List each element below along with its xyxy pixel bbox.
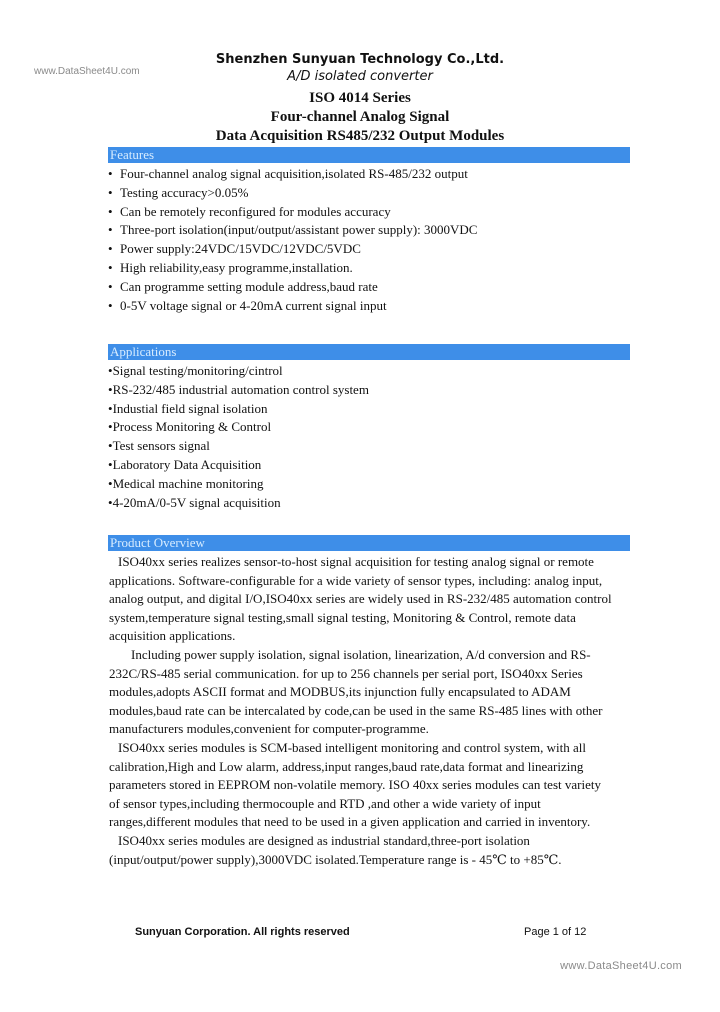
- footer-copyright: Sunyuan Corporation. All rights reserved: [135, 926, 350, 938]
- bullet: •: [108, 241, 113, 257]
- applications-list: [108, 362, 369, 512]
- list-item: •RS-232/485 industrial automation control system: [108, 381, 369, 397]
- list-item: • Four-channel analog signal acquisition,isolated RS-485/232 output: [108, 165, 477, 184]
- title-line: Four-channel Analog Signal: [270, 109, 450, 125]
- list-item: •Signal testing/monitoring/cintrol: [108, 363, 283, 378]
- bullet: •: [108, 184, 113, 200]
- document-title: [0, 89, 720, 146]
- overview-paragraph: ISO40xx series modules is SCM-based intelligent monitoring and control system, with all calibration,High and Low alarm, address,input ranges,baud rate,data format and linearizing parameters stored in EEPROM non-volatile memory. ISO 40xx series modules can test variety of sensor types,including thermocouple and RTD ,and other a wide variety of input ranges,different modules that need to be used in a given application and carried in inventory.: [109, 739, 601, 830]
- list-item: •4-20mA/0-5V signal acquisition: [108, 494, 281, 510]
- title-line: Data Acquisition RS485/232 Output Modules: [215, 128, 505, 144]
- list-item: • Can programme setting module address,baud rate: [108, 278, 477, 297]
- bullet: •: [108, 166, 113, 181]
- overview-body: [109, 553, 614, 869]
- features-heading: Features: [108, 147, 630, 163]
- bullet: •: [108, 259, 113, 275]
- title-line: ISO 4014 Series: [309, 90, 411, 106]
- applications-heading: Applications: [108, 344, 630, 360]
- bullet: •: [108, 381, 113, 397]
- watermark-top: www.DataSheet4U.com: [34, 66, 140, 77]
- bullet: •: [108, 203, 113, 219]
- overview-paragraph: ISO40xx series modules are designed as industrial standard,three-port isolation (input/output/power supply),3000VDC isolated.Temperature range is - 45℃ to +85℃.: [109, 832, 562, 867]
- bullet: •: [108, 475, 113, 491]
- list-item: •Laboratory Data Acquisition: [108, 456, 262, 472]
- list-item: • High reliability,easy programme,installation.: [108, 259, 477, 278]
- page-number: Page 1 of 12: [524, 926, 587, 938]
- bullet: •: [108, 297, 113, 313]
- bullet: •: [108, 363, 113, 378]
- features-list: [108, 165, 477, 315]
- list-item: •Medical machine monitoring: [108, 475, 264, 491]
- list-item: • 0-5V voltage signal or 4-20mA current signal input: [108, 297, 477, 316]
- list-item: • Testing accuracy>0.05%: [108, 184, 477, 203]
- bullet: •: [108, 222, 113, 238]
- bullet: •: [108, 494, 113, 510]
- bullet: •: [108, 278, 113, 294]
- watermark-bottom: www.DataSheet4U.com: [560, 960, 682, 972]
- document-subtitle: A/D isolated converter: [287, 69, 433, 84]
- bullet: •: [108, 400, 113, 416]
- overview-paragraph: ISO40xx series realizes sensor-to-host signal acquisition for testing analog signal or remote applications. Software-configurable for a wide variety of sensor types, including: analog input, analog output, and digital I/O,ISO40xx series are widely used in RS-232/485 automation control system,temperature signal testing,small signal testing, Monitoring & Control, remote data acquisition applications.: [109, 554, 612, 644]
- overview-heading: Product Overview: [108, 535, 630, 551]
- list-item: •Industial field signal isolation: [108, 400, 268, 416]
- list-item: •Process Monitoring & Control: [108, 419, 272, 435]
- list-item: •Test sensors signal: [108, 438, 210, 454]
- bullet: •: [108, 438, 113, 454]
- company-name: Shenzhen Sunyuan Technology Co.,Ltd.: [215, 52, 505, 67]
- list-item: • Power supply:24VDC/15VDC/12VDC/5VDC: [108, 240, 477, 259]
- bullet: •: [108, 456, 113, 472]
- overview-paragraph: Including power supply isolation, signal isolation, linearization, A/d conversion and RS-232C/RS-485 serial communication. for up to 256 channels per serial port, ISO40xx Series modules,adopts ASCII format and MODBUS,its injunction fully encapsulated to ADAM modules,baud rate can be intercalated by code,can be used in the same RS-485 lines with other manufacturers modules,convenient for computer-programme.: [109, 646, 603, 737]
- bullet: •: [108, 419, 113, 435]
- list-item: • Three-port isolation(input/output/assistant power supply): 3000VDC: [108, 221, 477, 240]
- list-item: • Can be remotely reconfigured for modules accuracy: [108, 203, 477, 222]
